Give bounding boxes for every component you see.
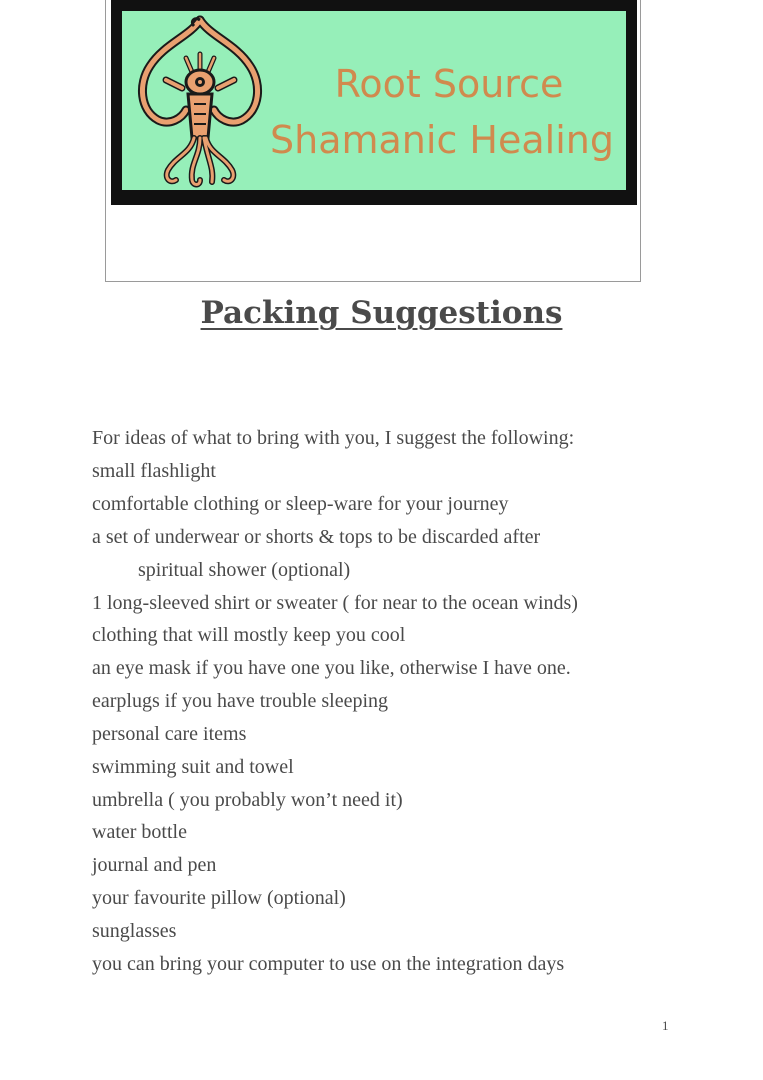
list-item: comfortable clothing or sleep-ware for your journey — [92, 493, 509, 515]
logo-banner-background — [122, 11, 626, 190]
list-item: small flashlight — [92, 460, 216, 482]
logo-text-line1: Root Source — [334, 62, 564, 106]
list-item: an eye mask if you have one you like, otherwise I have one. — [92, 657, 571, 679]
list-item: swimming suit and towel — [92, 756, 294, 778]
list-item: water bottle — [92, 821, 187, 843]
page-title: Packing Suggestions — [200, 295, 563, 331]
intro-text: For ideas of what to bring with you, I suggest the following: — [92, 427, 575, 449]
logo-text-line2: Shamanic Healing — [270, 118, 614, 162]
logo-banner — [111, 0, 637, 205]
list-item: personal care items — [92, 723, 247, 745]
list-item: sunglasses — [92, 920, 177, 942]
list-item: earplugs if you have trouble sleeping — [92, 690, 389, 712]
list-item: clothing that will mostly keep you cool — [92, 624, 406, 646]
list-item: umbrella ( you probably won’t need it) — [92, 789, 403, 811]
shaman-figure-logo-icon — [130, 14, 270, 190]
page-number: 1 — [662, 1018, 669, 1033]
list-item: a set of underwear or shorts & tops to be discarded after — [92, 526, 541, 548]
list-item: your favourite pillow (optional) — [92, 887, 346, 909]
list-item: journal and pen — [92, 854, 217, 876]
list-item: 1 long-sleeved shirt or sweater ( for near to the ocean winds) — [92, 592, 578, 614]
list-item: you can bring your computer to use on the integration days — [92, 953, 565, 975]
list-item: spiritual shower (optional) — [138, 559, 351, 581]
